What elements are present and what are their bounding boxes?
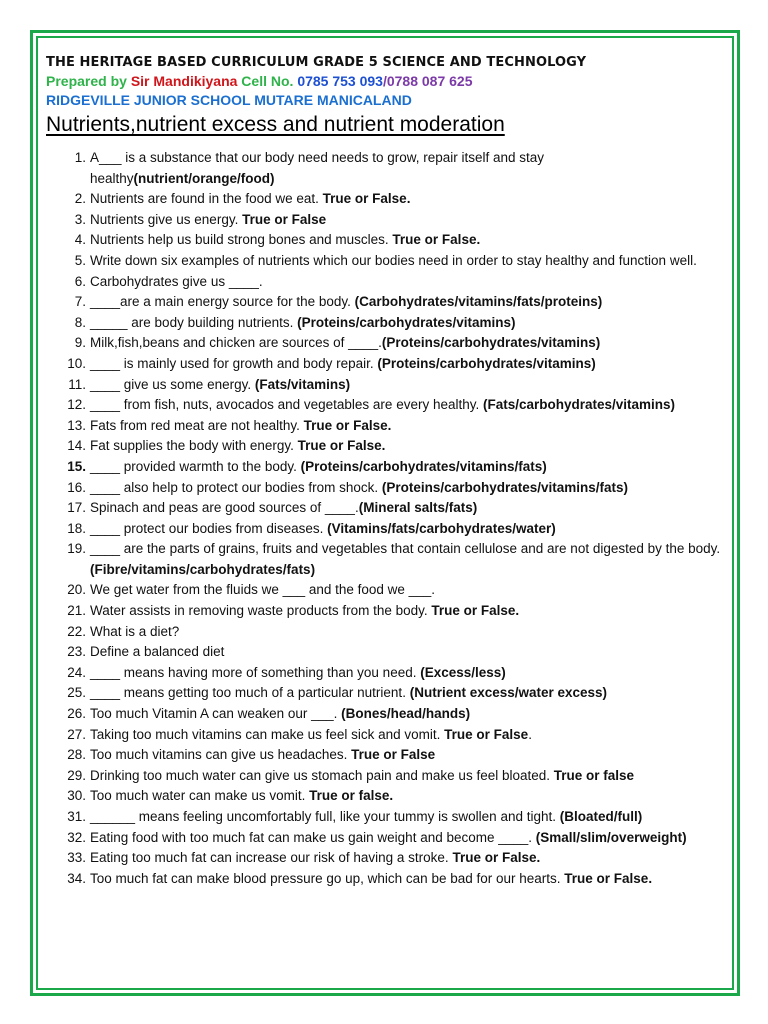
question-text: ____ is mainly used for growth and body repair. — [90, 355, 378, 371]
answer-options: True or False — [351, 747, 436, 763]
question-number: 25. — [67, 685, 86, 701]
question-item — [46, 580, 726, 601]
question-text: Nutrients give us energy. — [90, 211, 243, 227]
answer-options: (nutrient/orange/food) — [133, 170, 275, 186]
answer-options: (Proteins/carbohydrates/vitamins) — [297, 314, 516, 330]
answer-options: True or False. — [392, 232, 481, 248]
question-item — [46, 642, 726, 663]
question-text: Fat supplies the body with energy. — [90, 438, 298, 454]
question-number: 7. — [74, 294, 86, 310]
question-number: 11. — [68, 376, 86, 392]
question-text: Eating food with too much fat can make us gain weight and become ____. — [90, 829, 536, 845]
question-text: Too much Vitamin A can weaken our ___. — [90, 706, 342, 722]
question-number: 18. — [67, 520, 86, 536]
question-item — [46, 848, 726, 869]
question-text: Nutrients help us build strong bones and muscles. — [90, 232, 393, 248]
question-item — [46, 292, 726, 313]
question-item — [46, 766, 726, 787]
question-item — [46, 395, 726, 416]
question-item — [46, 786, 726, 807]
question-number: 13. — [67, 417, 86, 433]
question-item — [46, 251, 726, 272]
answer-options: (Fats/carbohydrates/vitamins) — [482, 397, 676, 413]
cell-label: Cell No. — [237, 73, 298, 89]
question-text: Milk,fish,beans and chicken are sources of ____. — [90, 335, 382, 351]
question-item — [46, 210, 726, 231]
question-item — [46, 601, 726, 622]
answer-options: True or False. — [431, 603, 520, 619]
answer-options: True or False. — [303, 417, 392, 433]
question-number: 28. — [67, 747, 86, 763]
question-item — [46, 519, 726, 540]
answer-options: (Proteins/carbohydrates/vitamins/fats) — [300, 458, 547, 474]
question-number: 5. — [74, 252, 86, 268]
question-item — [46, 189, 726, 210]
page-title: Nutrients,nutrient excess and nutrient moderation — [46, 113, 505, 136]
answer-options: (Fats/vitamins) — [254, 376, 351, 392]
answer-options: (Excess/less) — [420, 664, 506, 680]
question-text: Eating too much fat can increase our risk of having a stroke. — [90, 850, 453, 866]
prepared-by-label: Prepared by — [46, 73, 131, 89]
question-text: Too much water can make us vomit. — [90, 788, 310, 804]
answer-options: True or False. — [452, 850, 541, 866]
question-text: Drinking too much water can give us stomach pain and make us feel bloated. — [90, 767, 554, 783]
question-text: Fats from red meat are not healthy. — [90, 417, 304, 433]
question-text: ____ means having more of something than you need. — [90, 664, 421, 680]
question-text: _____ are body building nutrients. — [90, 314, 298, 330]
answer-options: True or false. — [309, 788, 394, 804]
question-item — [46, 498, 726, 519]
answer-options: (Nutrient excess/water excess) — [409, 685, 608, 701]
question-number: 32. — [67, 829, 86, 845]
answer-options: True or False. — [297, 438, 386, 454]
answer-options: (Bloated/full) — [559, 809, 643, 824]
phone-separator: / — [382, 73, 387, 89]
question-number: 27. — [67, 726, 86, 742]
answer-options: (Bones/head/hands) — [341, 706, 471, 722]
answer-options: True or False. — [564, 870, 653, 886]
question-text: ____ from fish, nuts, avocados and vegetables are every healthy. — [90, 397, 483, 413]
question-number: 30. — [67, 788, 86, 804]
question-number: 15. — [67, 458, 86, 474]
question-text: Too much fat can make blood pressure go up, which can be bad for our hearts. — [90, 870, 565, 886]
question-item — [46, 436, 726, 457]
question-text: Spinach and peas are good sources of ____. — [90, 500, 359, 516]
question-item — [46, 148, 726, 189]
question-item — [46, 354, 726, 375]
question-text: Define a balanced diet — [90, 644, 225, 660]
question-text: Nutrients are found in the food we eat. — [90, 191, 323, 207]
question-item — [46, 745, 726, 766]
question-item — [46, 230, 726, 251]
question-number: 4. — [74, 232, 86, 248]
answer-options: (Proteins/carbohydrates/vitamins) — [377, 355, 596, 371]
question-item — [46, 313, 726, 334]
question-number: 24. — [67, 664, 86, 680]
curriculum-heading: THE HERITAGE BASED CURRICULUM GRADE 5 SCIENCE AND TECHNOLOGY — [46, 55, 587, 70]
question-list — [46, 148, 726, 889]
answer-options: (Carbohydrates/vitamins/fats/proteins) — [354, 294, 603, 310]
author-name: Sir Mandikiyana — [130, 73, 238, 89]
question-item — [46, 683, 726, 704]
question-text: Write down six examples of nutrients which our bodies need in order to stay healthy and function well. — [90, 252, 697, 268]
question-item — [46, 333, 726, 354]
question-item — [46, 622, 726, 643]
question-number: 22. — [67, 623, 86, 639]
question-text: Carbohydrates give us ____. — [90, 273, 263, 289]
question-item — [46, 478, 726, 499]
prepared-by-line — [46, 72, 726, 91]
question-number: 9. — [74, 335, 86, 351]
question-number: 26. — [67, 706, 86, 722]
question-number: 20. — [67, 582, 86, 598]
question-number: 3. — [74, 211, 86, 227]
question-number: 1. — [74, 150, 86, 165]
phone-number-1: 0785 753 093 — [297, 73, 383, 89]
school-name: RIDGEVILLE JUNIOR SCHOOL MUTARE MANICALAND — [46, 92, 412, 108]
question-tail: . — [528, 726, 532, 742]
question-text: We get water from the fluids we ___ and the food we ___. — [90, 582, 435, 598]
question-item — [46, 375, 726, 396]
question-number: 8. — [74, 314, 86, 330]
answer-options: (Proteins/carbohydrates/vitamins) — [381, 335, 601, 351]
question-number: 29. — [67, 767, 86, 783]
question-text: ____ also help to protect our bodies from shock. — [90, 479, 382, 495]
question-number: 34. — [67, 870, 86, 886]
answer-options: (Proteins/carbohydrates/vitamins/fats) — [381, 479, 628, 495]
question-number: 16. — [67, 479, 86, 495]
question-text: Taking too much vitamins can make us feel sick and vomit. — [90, 726, 445, 742]
question-number: 12. — [67, 397, 86, 413]
answer-options: (Small/slim/overweight) — [535, 829, 687, 845]
question-item — [46, 539, 726, 580]
question-item — [46, 807, 726, 828]
question-item — [46, 663, 726, 684]
question-text: ____ protect our bodies from diseases. — [90, 520, 328, 536]
question-number: 33. — [67, 850, 86, 866]
question-text: What is a diet? — [90, 623, 180, 639]
answer-options: (Fibre/vitamins/carbohydrates/fats) — [90, 561, 316, 577]
question-item — [46, 416, 726, 437]
question-item — [46, 828, 726, 849]
question-number: 31. — [67, 809, 86, 824]
question-item — [46, 457, 726, 478]
question-text: ____ give us some energy. — [90, 376, 255, 392]
question-text: ____ provided warmth to the body. — [90, 458, 301, 474]
question-number: 19. — [67, 541, 86, 557]
question-text: ____are a main energy source for the body. — [90, 294, 355, 310]
question-item — [46, 704, 726, 725]
question-number: 14. — [67, 438, 86, 454]
question-item — [46, 272, 726, 293]
answer-options: (Vitamins/fats/carbohydrates/water) — [327, 520, 556, 536]
question-text: ____ are the parts of grains, fruits and vegetables that contain cellulose and are not digested by the body. — [90, 541, 721, 557]
question-text: Water assists in removing waste products from the body. — [90, 603, 432, 619]
question-text: ______ means feeling uncomfortably full, like your tummy is swollen and tight. — [90, 809, 560, 824]
question-item — [46, 869, 726, 890]
answer-options: True or False. — [322, 191, 411, 207]
question-number: 21. — [67, 603, 86, 619]
answer-options: True or False — [242, 211, 327, 227]
question-number: 6. — [74, 273, 86, 289]
answer-options: True or false — [553, 767, 635, 783]
phone-number-2: 0788 087 625 — [386, 73, 473, 89]
answer-options: True or False — [444, 726, 529, 742]
answer-options: (Mineral salts/fats) — [358, 500, 478, 516]
question-text: A___ is a substance that our body need needs to grow, repair itself and stay healthy — [90, 150, 545, 186]
question-text: ____ means getting too much of a particular nutrient. — [90, 685, 410, 701]
question-number: 17. — [67, 500, 86, 516]
question-number: 2. — [74, 191, 86, 207]
question-text: Too much vitamins can give us headaches. — [90, 747, 352, 763]
question-item — [46, 725, 726, 746]
worksheet — [46, 53, 726, 889]
question-number: 23. — [67, 644, 86, 660]
question-number: 10. — [67, 355, 86, 371]
